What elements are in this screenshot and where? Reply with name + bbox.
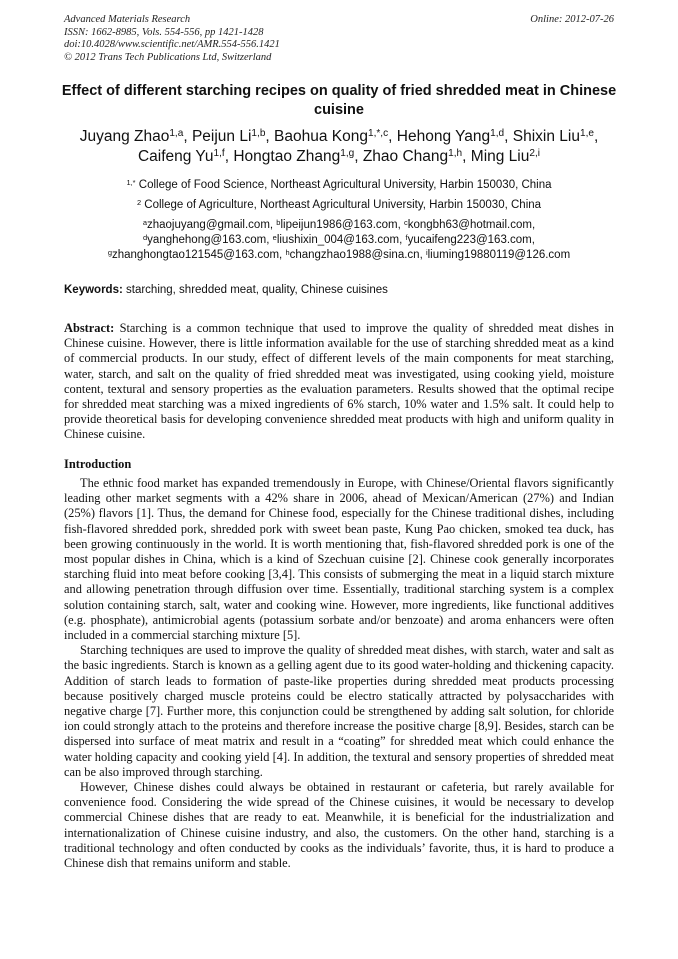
author: Baohua Kong$^{1,*,c}$ xyxy=(274,128,389,145)
email[interactable]: $^h$changzhao1988@sina.cn xyxy=(285,247,420,261)
author: Hehong Yang$^{1,d}$ xyxy=(396,128,505,145)
email[interactable]: $^f$yucaifeng223@163.com xyxy=(405,232,532,246)
keywords xyxy=(64,283,614,297)
author: Shixin Liu$^{1,e}$ xyxy=(512,128,594,145)
email[interactable]: $^b$lipeijun1986@163.com xyxy=(276,217,398,231)
author: Zhao Chang$^{1,h}$ xyxy=(362,148,463,165)
affiliation-2: $^2$ College of Agriculture, Northeast Agricultural University, Harbin 150030, China xyxy=(136,197,542,211)
abstract xyxy=(64,321,614,443)
issn-line: ISSN: 1662-8985, Vols. 554-556, pp 1421-1428 xyxy=(64,26,264,38)
author: Ming Liu$^{2,i}$ xyxy=(470,148,541,165)
abstract-label: Abstract: xyxy=(64,321,115,335)
online-date: Online: 2012-07-26 xyxy=(530,14,614,25)
keywords-text: starching, shredded meat, quality, Chinese cuisines xyxy=(126,284,388,296)
keywords-label: Keywords: xyxy=(64,284,123,296)
journal-name: Advanced Materials Research xyxy=(64,14,191,25)
author-list: Juyang Zhao$^{1,a}$, Peijun Li$^{1,b}$, Baohua Kong$^{1,*,c}$, Hehong Yang$^{1,d}$, Shixin Liu$^{1,e}$, Caifeng Yu$^{1,f}$, Hongtao Zhang$^{1,g}$, Zhao Chang$^{1,h}$, Ming Liu$^{2,i}$ xyxy=(79,128,599,165)
section-heading-introduction: Introduction xyxy=(64,457,132,471)
email[interactable]: $^g$zhanghongtao121545@163.com xyxy=(107,247,280,261)
introduction-body xyxy=(64,476,614,871)
paragraph: The ethnic food market has expanded tremendously in Europe, with Chinese/Oriental flavors significantly leading other market segments with a 42% share in 2006, ahead of Mexican/American (27%) and Indian (25%) flavors [1]. Thus, the demand for Chinese food, especially for the Chinese traditional dishes, including fish-flavored shredded pork, shredded pork with sweet bean paste, Kung Pao chicken, smoked tea duck, has been growing continuously in the world. It is worth mentioning that, fish-flavored shredded pork is one of the most popular dishes in China, which is a kind of Szechuan cuisine [2]. Chinese cook generally incorporates starching fluid into meat before cooking [3,4]. This consists of submerging the meat in a liquid starch mixture and allowing penetration through diffusion over time. Essentially, traditional starching system is a complex solution containing starch, salt, water and cooking wine. However, more ingredients, like functional additives (e.g. phosphate), antimicrobial agents (potassium sorbate and/or benzoate) and aroma enhancers were often included in a commercial starching mixture [5]. xyxy=(64,476,614,643)
email-list: $^a$zhaojuyang@gmail.com, $^b$lipeijun1986@163.com, $^c$kongbh63@hotmail.com, $^d$yanghehong@163.com, $^e$liushixin_004@163.com, $^f$yucaifeng223@163.com, $^g$zhanghongtao121545@163.com, $^h$changzhao1988@sina.cn, $^i$liuming19880119@126.com xyxy=(107,217,571,261)
paragraph: However, Chinese dishes could always be obtained in restaurant or cafeteria, but rarely available for convenience food. Considering the wide spread of the Chinese cuisines, it would be necessary to develop commercial Chinese dishes that are ready to eat. Meanwhile, it is beneficial for the industrialization and internationalization of Chinese cuisine industry, and also, the customers. On the other hand, starching is a traditional technology and often conducted by cooks as the individuals’ favorite, thus, it is hard to produce a Chinese dish that remains uniform and stable. xyxy=(64,780,614,871)
doi-line: doi:10.4028/www.scientific.net/AMR.554-556.1421 xyxy=(64,39,280,50)
email[interactable]: $^i$liuming19880119@126.com xyxy=(425,247,571,261)
abstract-text: Starching is a common technique that used to improve the quality of shredded meat dishes in Chinese cuisine. However, there is little information available for the use of starching shredded meat as a kind of commercial products. In our study, effect of different levels of the main components for meat starching, water, starch, and salt on the quality of fried shredded meat was investigated, using cooking yield, moisture content, textural and sensory properties as the evaluation parameters. Results showed that the optimal recipe for shredded meat starching was a mixed ingredients of 6% starch, 10% water and 1.5% salt. It could help to provide theoretical basis for developing convenience shredded meat products with high and uniform quality in Chinese cuisine. xyxy=(64,321,614,442)
email[interactable]: $^e$liushixin_004@163.com xyxy=(272,232,400,246)
email[interactable]: $^a$zhaojuyang@gmail.com xyxy=(142,217,270,231)
paper-title: Effect of different starching recipes on quality of fried shredded meat in Chinese cuisine xyxy=(61,83,617,118)
copyright-line: © 2012 Trans Tech Publications Ltd, Switzerland xyxy=(64,51,272,63)
author: Caifeng Yu$^{1,f}$ xyxy=(137,148,225,165)
journal-header xyxy=(64,14,614,64)
paragraph: Starching techniques are used to improve the quality of shredded meat dishes, with starch, water and salt as the basic ingredients. Starch is known as a gelling agent due to its good water-holding and thickening capacity. Addition of starch leads to formation of paste-like properties during shredded meat products processing because positively charged muscle proteins could be electro statically attracted by polysaccharides with negative charge [7]. Further more, this conjunction could be strengthened by adding salt solution, for chloride ion could strongly attach to the proteins and therefore increase the positive charge [8,9]. Besides, starch can be dispersed into surface of meat matrix and result in a “coating” for shredded meat which could enhance the water holding capacity and cooking yield [4]. In addition, the textural and sensory properties of shredded meat can be also improved through starching. xyxy=(64,643,614,779)
email[interactable]: $^d$yanghehong@163.com xyxy=(143,232,267,246)
author: Hongtao Zhang$^{1,g}$ xyxy=(233,148,355,165)
email[interactable]: $^c$kongbh63@hotmail.com xyxy=(404,217,532,231)
author: Juyang Zhao$^{1,a}$ xyxy=(79,128,184,145)
affiliation-1: $^{1,*}$ College of Food Science, Northeast Agricultural University, Harbin 150030, China xyxy=(126,177,552,191)
author: Peijun Li$^{1,b}$ xyxy=(191,128,266,145)
